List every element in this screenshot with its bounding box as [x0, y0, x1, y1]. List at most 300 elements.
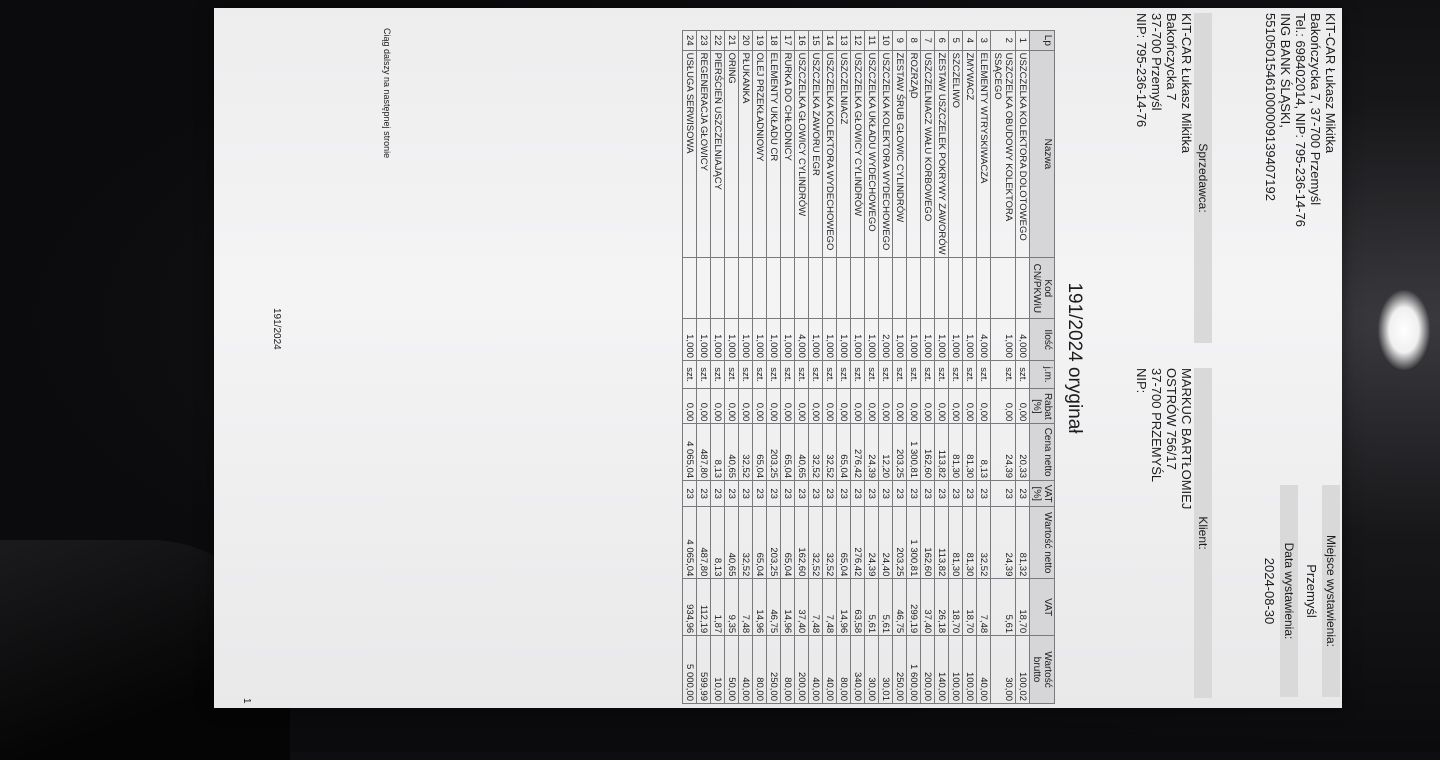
row-qty: 1,000 — [753, 319, 767, 361]
row-name: USZCZELKA KOLEKTORA WYDECHOWEGO — [879, 50, 893, 258]
row-lp: 14 — [823, 31, 837, 51]
row-unit: szt. — [921, 360, 935, 388]
row-vat-rate: 23 — [865, 481, 879, 507]
row-name: USZCZELKA KOLEKTORA DOLOTOWEGO — [1016, 50, 1030, 258]
row-discount: 0,00 — [767, 389, 781, 424]
row-unit: szt. — [837, 360, 851, 388]
row-discount: 0,00 — [977, 389, 991, 424]
row-net-value: 32,52 — [823, 507, 837, 579]
row-net-price: 40,65 — [725, 424, 739, 481]
row-vat: 46,75 — [767, 579, 781, 636]
row-name: USZCZELKA UKŁADU WYDECHOWEGO — [865, 50, 879, 258]
row-vat: 14,96 — [837, 579, 851, 636]
row-net-value: 24,39 — [865, 507, 879, 579]
row-name: USZCZELNIACZ — [837, 50, 851, 258]
row-unit: szt. — [907, 360, 921, 388]
header-vat: VAT — [1030, 579, 1055, 636]
row-net-price: 8,13 — [977, 424, 991, 481]
row-lp: 4 — [963, 31, 977, 51]
row-vat: 5,61 — [865, 579, 879, 636]
footer-page-number: 1 — [241, 698, 252, 704]
row-code — [879, 258, 893, 319]
row-code — [851, 258, 865, 319]
row-vat-rate: 23 — [879, 481, 893, 507]
row-vat-rate: 23 — [725, 481, 739, 507]
row-net-value: 81,32 — [1016, 507, 1030, 579]
row-qty: 4,000 — [795, 319, 809, 361]
row-name: PIERŚCIEŃ USZCZELNIAJĄCY — [711, 50, 725, 258]
row-unit: szt. — [865, 360, 879, 388]
row-code — [683, 258, 697, 319]
seller-line: KIT-CAR Łukasz Mikitka — [1179, 13, 1194, 154]
row-vat-rate: 23 — [1016, 481, 1030, 507]
row-vat-rate: 23 — [949, 481, 963, 507]
row-name: ELEMENTY WTRYSKIWACZA — [977, 50, 991, 258]
row-gross-value: 30,01 — [879, 636, 893, 704]
row-qty: 1,000 — [739, 319, 753, 361]
row-lp: 13 — [837, 31, 851, 51]
row-unit: szt. — [697, 360, 711, 388]
row-vat: 934,96 — [683, 579, 697, 636]
table-row — [991, 31, 1016, 704]
row-net-price: 32,52 — [809, 424, 823, 481]
table-row — [949, 31, 963, 704]
row-net-value: 8,13 — [711, 507, 725, 579]
row-gross-value: 80,00 — [781, 636, 795, 704]
row-net-price: 81,30 — [963, 424, 977, 481]
row-code — [739, 258, 753, 319]
row-net-value: 162,60 — [795, 507, 809, 579]
row-net-price: 65,04 — [837, 424, 851, 481]
header-qty: Ilość — [1030, 319, 1055, 361]
row-qty: 1,000 — [935, 319, 949, 361]
table-row — [935, 31, 949, 704]
table-row — [963, 31, 977, 704]
row-lp: 10 — [879, 31, 893, 51]
row-qty: 1,000 — [809, 319, 823, 361]
row-gross-value: 599,99 — [697, 636, 711, 704]
seller-line: 37-700 Przemyśl — [1149, 13, 1164, 111]
row-discount: 0,00 — [949, 389, 963, 424]
continued-note: Ciąg dalszy na następnej stronie — [382, 28, 392, 159]
row-gross-value: 80,00 — [753, 636, 767, 704]
row-gross-value: 30,00 — [865, 636, 879, 704]
row-net-price: 24,39 — [991, 424, 1016, 481]
row-lp: 24 — [683, 31, 697, 51]
row-vat-rate: 23 — [963, 481, 977, 507]
row-unit: szt. — [753, 360, 767, 388]
row-net-price: 276,42 — [851, 424, 865, 481]
invoice-paper — [214, 8, 1342, 708]
row-net-value: 1 300,81 — [907, 507, 921, 579]
row-vat-rate: 23 — [809, 481, 823, 507]
row-vat-rate: 23 — [837, 481, 851, 507]
row-gross-value: 50,00 — [725, 636, 739, 704]
row-net-price: 65,04 — [781, 424, 795, 481]
row-vat: 37,40 — [795, 579, 809, 636]
row-code — [725, 258, 739, 319]
row-vat: 7,48 — [823, 579, 837, 636]
header-code: Kod CN/PKWiU — [1030, 258, 1055, 319]
row-gross-value: 5 000,00 — [683, 636, 697, 704]
row-vat-rate: 23 — [893, 481, 907, 507]
row-name: PŁUKANKA — [739, 50, 753, 258]
row-vat: 26,18 — [935, 579, 949, 636]
row-gross-value: 10,00 — [711, 636, 725, 704]
row-name: REGENERACJA GŁOWICY — [697, 50, 711, 258]
row-discount: 0,00 — [823, 389, 837, 424]
table-row — [795, 31, 809, 704]
row-discount: 0,00 — [991, 389, 1016, 424]
row-code — [865, 258, 879, 319]
table-row — [809, 31, 823, 704]
row-vat: 7,48 — [809, 579, 823, 636]
header-net-value: Wartość netto — [1030, 507, 1055, 579]
table-row — [711, 31, 725, 704]
place-of-issue — [1256, 485, 1340, 697]
table-row — [893, 31, 907, 704]
row-gross-value: 200,00 — [921, 636, 935, 704]
row-vat-rate: 23 — [851, 481, 865, 507]
row-net-value: 65,04 — [837, 507, 851, 579]
row-net-value: 32,52 — [739, 507, 753, 579]
table-row — [739, 31, 753, 704]
row-lp: 22 — [711, 31, 725, 51]
row-code — [991, 258, 1016, 319]
row-lp: 7 — [921, 31, 935, 51]
table-row — [753, 31, 767, 704]
seller-header-line: 55105015461000009139407192 — [1263, 13, 1278, 201]
row-unit: szt. — [809, 360, 823, 388]
row-vat: 63,58 — [851, 579, 865, 636]
row-lp: 17 — [781, 31, 795, 51]
row-vat: 18,70 — [949, 579, 963, 636]
table-row — [767, 31, 781, 704]
row-unit: szt. — [893, 360, 907, 388]
light-glare — [1378, 290, 1430, 370]
row-vat-rate: 23 — [977, 481, 991, 507]
table-row — [1016, 31, 1030, 704]
row-vat: 5,61 — [991, 579, 1016, 636]
row-vat: 46,75 — [893, 579, 907, 636]
row-gross-value: 40,00 — [809, 636, 823, 704]
row-vat: 18,70 — [1016, 579, 1030, 636]
row-unit: szt. — [767, 360, 781, 388]
table-row — [683, 31, 697, 704]
row-net-price: 4 065,04 — [683, 424, 697, 481]
row-lp: 5 — [949, 31, 963, 51]
row-vat-rate: 23 — [823, 481, 837, 507]
row-lp: 3 — [977, 31, 991, 51]
row-net-value: 65,04 — [781, 507, 795, 579]
row-unit: szt. — [795, 360, 809, 388]
row-net-price: 65,04 — [753, 424, 767, 481]
client-line: NIP: — [1134, 368, 1149, 394]
row-vat-rate: 23 — [711, 481, 725, 507]
row-vat: 299,19 — [907, 579, 921, 636]
row-unit: szt. — [851, 360, 865, 388]
row-lp: 11 — [865, 31, 879, 51]
row-name: USZCZELNIACZ WAŁU KORBOWEGO — [921, 50, 935, 258]
row-gross-value: 340,00 — [851, 636, 865, 704]
row-lp: 2 — [991, 31, 1016, 51]
header-vat-rate: VAT [%] — [1030, 481, 1055, 507]
row-unit: szt. — [781, 360, 795, 388]
row-qty: 1,000 — [767, 319, 781, 361]
row-discount: 0,00 — [879, 389, 893, 424]
row-lp: 9 — [893, 31, 907, 51]
table-row — [907, 31, 921, 704]
row-discount: 0,00 — [781, 389, 795, 424]
row-net-price: 32,52 — [739, 424, 753, 481]
row-qty: 1,000 — [683, 319, 697, 361]
row-vat: 5,61 — [879, 579, 893, 636]
table-row — [837, 31, 851, 704]
row-lp: 18 — [767, 31, 781, 51]
seller-header-line: Bakończycka 7, 37-700 Przemyśl — [1308, 13, 1323, 206]
row-discount: 0,00 — [739, 389, 753, 424]
row-gross-value: 100,00 — [963, 636, 977, 704]
row-code — [767, 258, 781, 319]
row-code — [795, 258, 809, 319]
client-line: OSTRÓW 756/17 — [1164, 368, 1179, 470]
row-discount: 0,00 — [711, 389, 725, 424]
row-gross-value: 80,00 — [837, 636, 851, 704]
row-qty: 1,000 — [949, 319, 963, 361]
row-vat: 7,48 — [977, 579, 991, 636]
row-name: USZCZELKA OBUDOWY KOLEKTORA SSĄCEGO — [991, 50, 1016, 258]
row-discount: 0,00 — [865, 389, 879, 424]
row-name: ZESTAW ŚRUB GŁOWIC CYLINDRÓW — [893, 50, 907, 258]
table-body — [683, 31, 1030, 704]
row-vat: 112,19 — [697, 579, 711, 636]
row-unit: szt. — [711, 360, 725, 388]
header-unit: j.m. — [1030, 360, 1055, 388]
row-qty: 1,000 — [991, 319, 1016, 361]
row-vat-rate: 23 — [935, 481, 949, 507]
seller-line: NIP: 795-236-14-76 — [1134, 13, 1149, 128]
row-net-value: 24,39 — [991, 507, 1016, 579]
row-code — [893, 258, 907, 319]
row-lp: 12 — [851, 31, 865, 51]
row-discount: 0,00 — [809, 389, 823, 424]
seller-header-line: Tel.: 698402014, NIP: 795-236-14-76 — [1293, 13, 1308, 227]
row-vat: 37,40 — [921, 579, 935, 636]
header-name: Nazwa — [1030, 50, 1055, 258]
row-discount: 0,00 — [963, 389, 977, 424]
row-qty: 1,000 — [711, 319, 725, 361]
client-line: MARKUC BARTŁOMIEJ — [1179, 368, 1194, 510]
row-qty: 1,000 — [823, 319, 837, 361]
row-qty: 1,000 — [921, 319, 935, 361]
row-discount: 0,00 — [683, 389, 697, 424]
row-gross-value: 100,02 — [1016, 636, 1030, 704]
row-vat: 9,35 — [725, 579, 739, 636]
seller-header — [1263, 13, 1338, 227]
row-net-value: 65,04 — [753, 507, 767, 579]
row-qty: 2,000 — [879, 319, 893, 361]
row-gross-value: 200,00 — [795, 636, 809, 704]
row-name: OLEJ PRZEKŁADNIOWY — [753, 50, 767, 258]
table-row — [725, 31, 739, 704]
row-lp: 16 — [795, 31, 809, 51]
row-qty: 1,000 — [907, 319, 921, 361]
row-net-value: 24,40 — [879, 507, 893, 579]
row-unit: szt. — [739, 360, 753, 388]
row-code — [809, 258, 823, 319]
row-qty: 1,000 — [697, 319, 711, 361]
row-unit: szt. — [935, 360, 949, 388]
row-discount: 0,00 — [1016, 389, 1030, 424]
row-net-price: 8,13 — [711, 424, 725, 481]
header-net-price: Cena netto — [1030, 424, 1055, 481]
row-net-value: 81,30 — [949, 507, 963, 579]
row-qty: 1,000 — [963, 319, 977, 361]
row-name: RURKA DO CHŁODNICY — [781, 50, 795, 258]
row-gross-value: 40,00 — [739, 636, 753, 704]
row-name: USZCZELKA KOLEKTORA WYDECHOWEGO — [823, 50, 837, 258]
row-gross-value: 30,00 — [991, 636, 1016, 704]
place-label: Miejsce wystawienia: — [1322, 485, 1340, 697]
table-header-row — [1030, 31, 1055, 704]
row-name: ELEMENTY UKŁADU CR — [767, 50, 781, 258]
row-net-price: 12,20 — [879, 424, 893, 481]
items-table — [682, 30, 1055, 704]
row-discount: 0,00 — [851, 389, 865, 424]
row-code — [977, 258, 991, 319]
row-vat: 18,70 — [963, 579, 977, 636]
row-qty: 4,000 — [1016, 319, 1030, 361]
row-vat-rate: 23 — [795, 481, 809, 507]
row-vat-rate: 23 — [683, 481, 697, 507]
row-code — [907, 258, 921, 319]
client-label: Klient: — [1194, 368, 1212, 698]
table-row — [921, 31, 935, 704]
row-net-price: 40,65 — [795, 424, 809, 481]
row-qty: 1,000 — [851, 319, 865, 361]
row-code — [963, 258, 977, 319]
row-code — [837, 258, 851, 319]
invoice-title: 191/2024 oryginał — [1064, 282, 1085, 434]
row-net-value: 40,65 — [725, 507, 739, 579]
row-name: ORING — [725, 50, 739, 258]
row-net-price: 162,60 — [921, 424, 935, 481]
row-net-price: 20,33 — [1016, 424, 1030, 481]
row-vat-rate: 23 — [767, 481, 781, 507]
row-unit: szt. — [963, 360, 977, 388]
issue-date-label: Data wystawienia: — [1280, 485, 1298, 697]
row-code — [711, 258, 725, 319]
row-name: ZMYWACZ — [963, 50, 977, 258]
seller-header-line: ING BANK ŚLĄSKI, — [1278, 13, 1293, 128]
row-code — [823, 258, 837, 319]
row-lp: 21 — [725, 31, 739, 51]
row-net-price: 24,39 — [865, 424, 879, 481]
header-gross-value: Wartość brutto — [1030, 636, 1055, 704]
row-net-price: 1 300,81 — [907, 424, 921, 481]
row-discount: 0,00 — [697, 389, 711, 424]
row-qty: 4,000 — [977, 319, 991, 361]
row-unit: szt. — [949, 360, 963, 388]
table-row — [823, 31, 837, 704]
row-gross-value: 140,00 — [935, 636, 949, 704]
row-name: ROZRZĄD — [907, 50, 921, 258]
issue-date-value: 2024-08-30 — [1262, 557, 1277, 625]
row-discount: 0,00 — [753, 389, 767, 424]
seller-label: Sprzedawca: — [1194, 13, 1212, 343]
table-row — [697, 31, 711, 704]
row-gross-value: 250,00 — [893, 636, 907, 704]
row-lp: 6 — [935, 31, 949, 51]
row-net-value: 81,30 — [963, 507, 977, 579]
table-row — [879, 31, 893, 704]
row-qty: 1,000 — [781, 319, 795, 361]
row-vat-rate: 23 — [781, 481, 795, 507]
row-net-price: 81,30 — [949, 424, 963, 481]
row-net-price: 113,82 — [935, 424, 949, 481]
row-lp: 23 — [697, 31, 711, 51]
row-code — [781, 258, 795, 319]
row-discount: 0,00 — [795, 389, 809, 424]
table-row — [865, 31, 879, 704]
row-net-value: 4 065,04 — [683, 507, 697, 579]
row-gross-value: 100,00 — [949, 636, 963, 704]
client-block — [1134, 368, 1212, 698]
row-vat: 7,48 — [739, 579, 753, 636]
row-name: USZCZELKA ZAWORU EGR — [809, 50, 823, 258]
row-name: ZESTAW USZCZELEK POKRYWY ZAWORÓW — [935, 50, 949, 258]
row-vat-rate: 23 — [907, 481, 921, 507]
row-net-value: 32,52 — [809, 507, 823, 579]
row-vat-rate: 23 — [921, 481, 935, 507]
row-code — [949, 258, 963, 319]
row-gross-value: 40,00 — [823, 636, 837, 704]
client-line: 37-700 PRZEMYŚL — [1149, 368, 1164, 483]
row-net-price: 32,52 — [823, 424, 837, 481]
place-value: Przemyśl — [1304, 564, 1319, 618]
row-vat: 14,96 — [781, 579, 795, 636]
row-net-value: 162,60 — [921, 507, 935, 579]
row-net-value: 113,82 — [935, 507, 949, 579]
row-net-value: 203,25 — [767, 507, 781, 579]
row-code — [697, 258, 711, 319]
row-discount: 0,00 — [725, 389, 739, 424]
seller-line: Bakończycka 7 — [1164, 13, 1179, 101]
row-code — [1016, 258, 1030, 319]
row-name: USŁUGA SERWISOWA — [683, 50, 697, 258]
row-unit: szt. — [823, 360, 837, 388]
row-lp: 15 — [809, 31, 823, 51]
row-net-value: 203,25 — [893, 507, 907, 579]
row-unit: szt. — [991, 360, 1016, 388]
row-name: SZCZELIWO — [949, 50, 963, 258]
table-row — [781, 31, 795, 704]
row-discount: 0,00 — [907, 389, 921, 424]
row-qty: 1,000 — [865, 319, 879, 361]
row-net-value: 487,80 — [697, 507, 711, 579]
row-lp: 20 — [739, 31, 753, 51]
table-row — [977, 31, 991, 704]
row-vat-rate: 23 — [991, 481, 1016, 507]
row-qty: 1,000 — [837, 319, 851, 361]
row-gross-value: 40,00 — [977, 636, 991, 704]
row-discount: 0,00 — [921, 389, 935, 424]
row-unit: szt. — [725, 360, 739, 388]
row-vat-rate: 23 — [753, 481, 767, 507]
seller-header-line: KIT-CAR Łukasz Mikitka — [1323, 13, 1338, 154]
row-unit: szt. — [879, 360, 893, 388]
row-vat-rate: 23 — [697, 481, 711, 507]
